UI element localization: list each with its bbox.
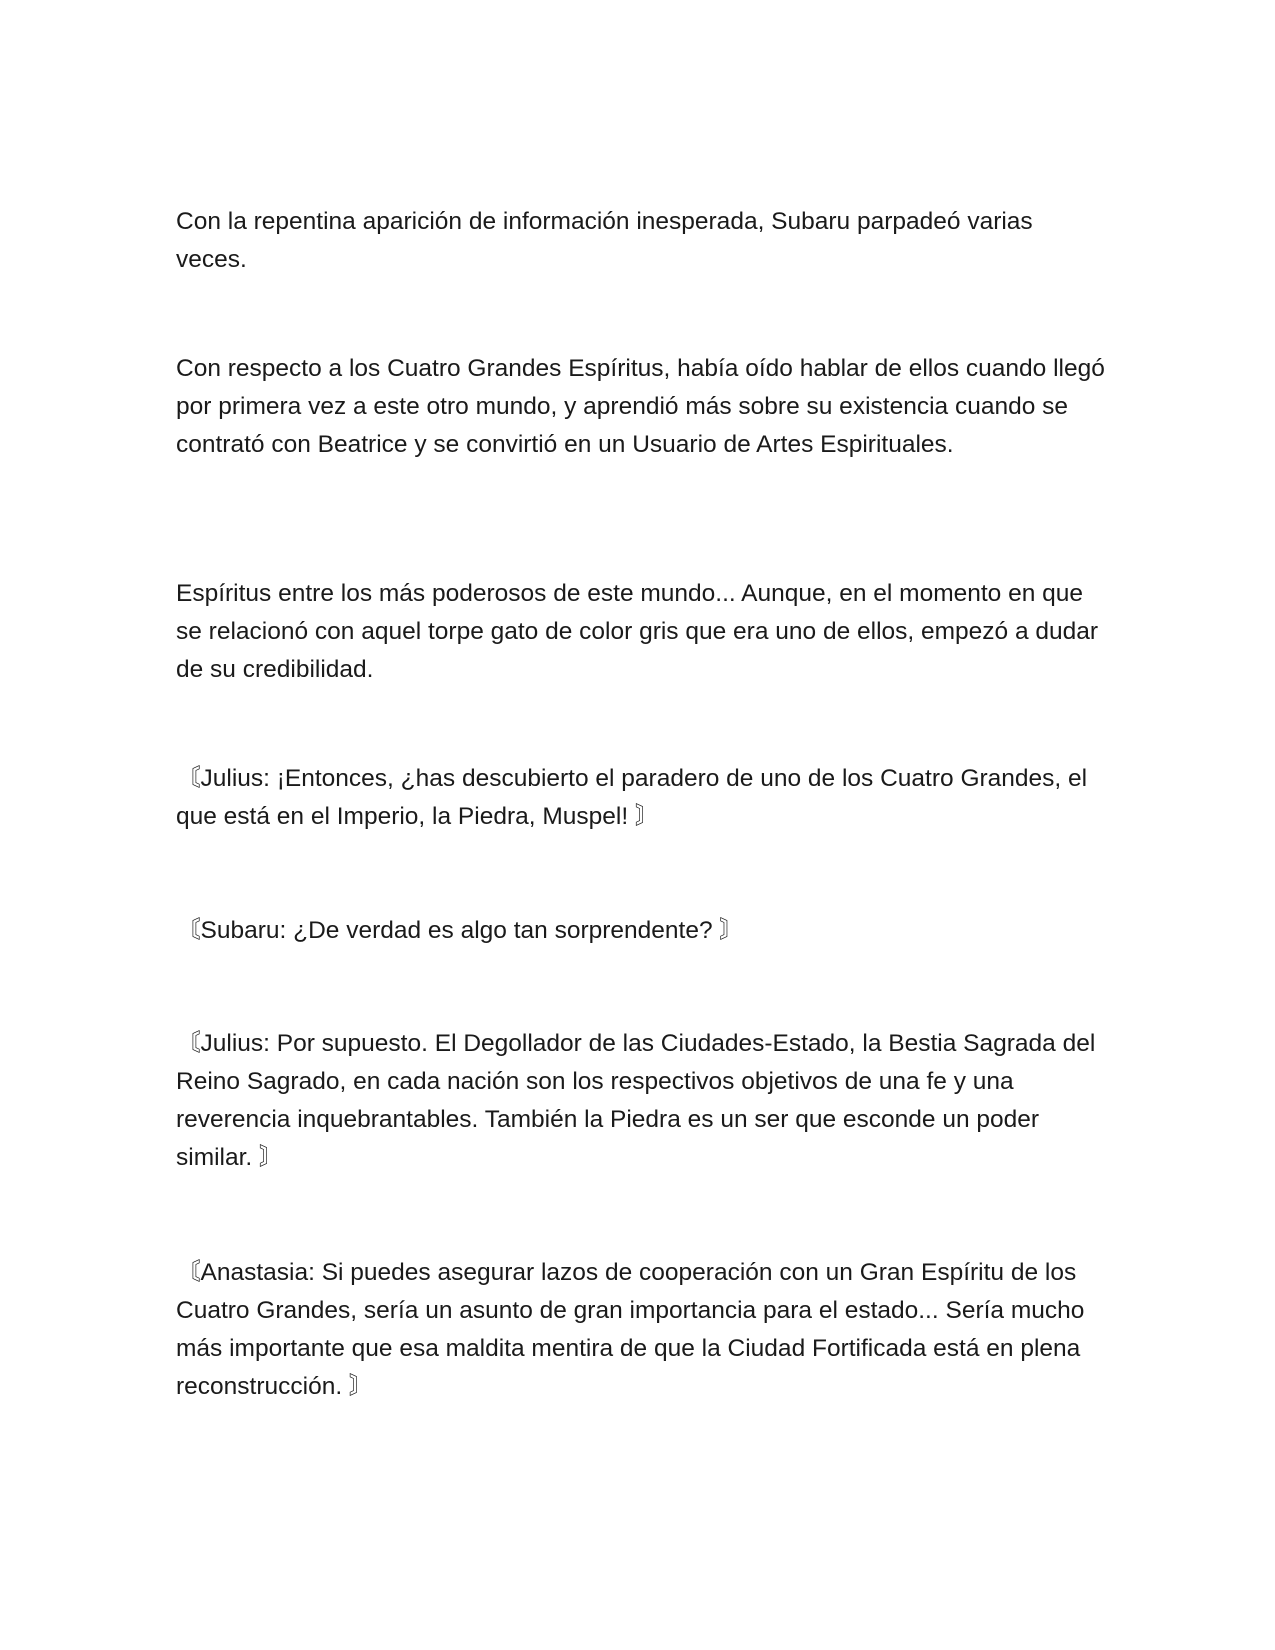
narration-paragraph: Espíritus entre los más poderosos de este mundo... Aunque, en el momento en que se relacionó con aquel torpe gato de color gris que era uno de ellos, empezó a dudar de su credibilidad. [176,580,1099,683]
dialogue-line-anastasia: 〘Anastasia: Si puedes asegurar lazos de cooperación con un Gran Espíritu de los Cuatro Grandes, sería un asunto de gran importancia para el estado... Sería mucho más importante que esa maldita mentira de que la Ciudad Fortificada está en plena reconstrucción. 〙 [176,1259,1085,1400]
narration-paragraph: Con respecto a los Cuatro Grandes Espíritus, había oído hablar de ellos cuando llegó por primera vez a este otro mundo, y aprendió más sobre su existencia cuando se contrató con Beatrice y se convirtió en un Usuario de Artes Espirituales. [176,355,1105,458]
dialogue-line-julius: 〘Julius: ¡Entonces, ¿has descubierto el paradero de uno de los Cuatro Grandes, el que está en el Imperio, la Piedra, Muspel! 〙 [176,765,1088,830]
narration-paragraph: Con la repentina aparición de información inesperada, Subaru parpadeó varias veces. [176,208,1033,273]
dialogue-line-subaru: 〘Subaru: ¿De verdad es algo tan sorprendente? 〙 [176,917,744,944]
dialogue-line-julius: 〘Julius: Por supuesto. El Degollador de las Ciudades-Estado, la Bestia Sagrada del Reino Sagrado, en cada nación son los respectivos objetivos de una fe y una reverencia inquebrantables. También la Piedra es un ser que esconde un poder similar. 〙 [176,1030,1096,1171]
